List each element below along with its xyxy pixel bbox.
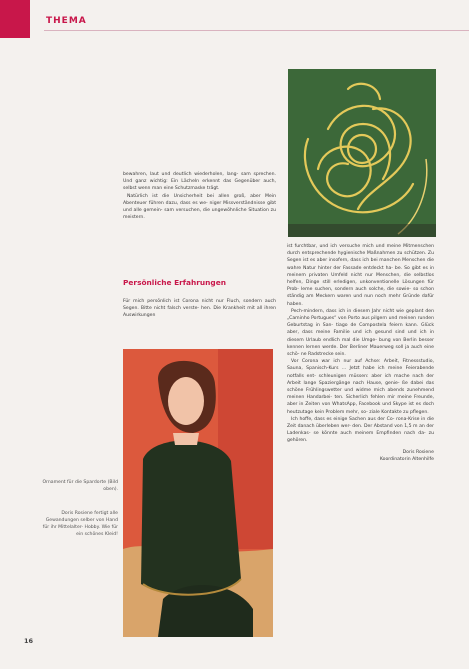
- column-1-paragraph: Für mich persönlich ist Corona nicht nur Fluch, sondern auch Segen. Bitte nicht falsch verste- hen. Die Krankheit mit all ihren Auswirkungen: [123, 299, 276, 319]
- embroidery-photo: [288, 69, 436, 237]
- intro-text: [123, 171, 276, 221]
- celtic-knot-embroidery-image: [288, 69, 436, 237]
- intro-paragraph-2: Natürlich ist die Unsicherheit bei allen groß, aber Mein Abenteuer führen dazu, dass es we- niger Missverständnisse gibt und alle gemein- sam versuchen, die ungewöhnliche Situation zu meistern.: [123, 193, 276, 221]
- column-2-text: [287, 243, 434, 463]
- page-number: 16: [24, 637, 34, 645]
- header-rule: [44, 30, 469, 31]
- section-heading: Persönliche Erfahrungen: [123, 278, 226, 287]
- intro-paragraph-1: bewahren, laut und deutlich wiederholen, lang- sam sprechen. Und ganz wichtig: Ein Lächeln erkennt das Gegenüber auch, selbst wenn man eine Schutzmaske trägt.: [123, 172, 276, 192]
- section-color-tab: [0, 0, 30, 38]
- author-name: Doris Rosiene: [402, 449, 434, 455]
- author-role: Koordinatorin Altenhilfe: [379, 456, 434, 462]
- column-1-text: [123, 298, 276, 320]
- caption-portrait: Doris Rosiene fertigt alle Gewandungen selber von Hand für ihr Mittelalter- Hobby. Wie für ein schönes Kleid!: [42, 511, 118, 537]
- column-2-paragraph-3: Vor Corona war ich nur auf Achse: Arbeit, Fitnessstudio, Sauna, Spanisch-Kurs ... Jetzt habe ich meine Feierabende notfalls ent- schleunigen müssen: aber ich mache nach der Arbeit lange Spaziergänge nach Hause, genie- ße dabei das schöne Frühlingswetter und widme mich abends zunehmend meinen Handarbei- ten. Sicherlich fehlen mir meine Freunde, aber in Zeiten von WhatsApp, Facebook und Skype ist es doch heutzutage kein Problem mehr, so- ziale Kontakte zu pflegen.: [287, 359, 434, 415]
- column-2-paragraph-2: Pech-mindern, dass ich in diesem Jahr nicht wie geplant den „Caminho Portugues“ von Porto aus pilgern und meinen runden Geburtstag in San- tiago de Compostela feiern kann. Glück aber, dass meine Familie und ich gesund sind und ich in diesem Urlaub endlich mal die Umge- bung von Berlin besser kennen lernen werde. Der Berliner Mauerweg soll ja auch eine schö- ne Radstrecke sein.: [287, 308, 434, 358]
- column-2-paragraph-1: ist furchtbar, und ich versuche mich und meine Mitmenschen durch entsprechende hygienische Maßnahmen zu schützen. Zu Segen ist es aber insofern, dass ich bei manchen Menschen die wahre Natur hinter der Fassade entdeckt ha- be. So gibt es in meinem privaten Umfeld nicht nur Menschen, die selbstlos helfen, Dinge still erledigen, unkonventionelle Lösungen für Prob- leme suchen, sondern auch solche, die sowie- so schon ständig am Meckern waren und nun noch mehr Gründe dafür haben.: [287, 244, 434, 307]
- column-2-paragraph-4: Ich hoffe, dass es einige Sachen aus der Co- rona-Krise in die Zeit danach überleben wer- den. Der Abstand von 1,5 m an der Ladenkas- se könnte auch meinem Empfinden nach da- zu gehören.: [287, 416, 434, 444]
- caption-embroidery: Ornament für die Spardorte (Bild oben).: [42, 480, 118, 492]
- woman-portrait-image: [123, 349, 273, 637]
- author-signature: [287, 449, 434, 463]
- portrait-photo: [123, 349, 273, 637]
- section-label: THEMA: [46, 16, 87, 26]
